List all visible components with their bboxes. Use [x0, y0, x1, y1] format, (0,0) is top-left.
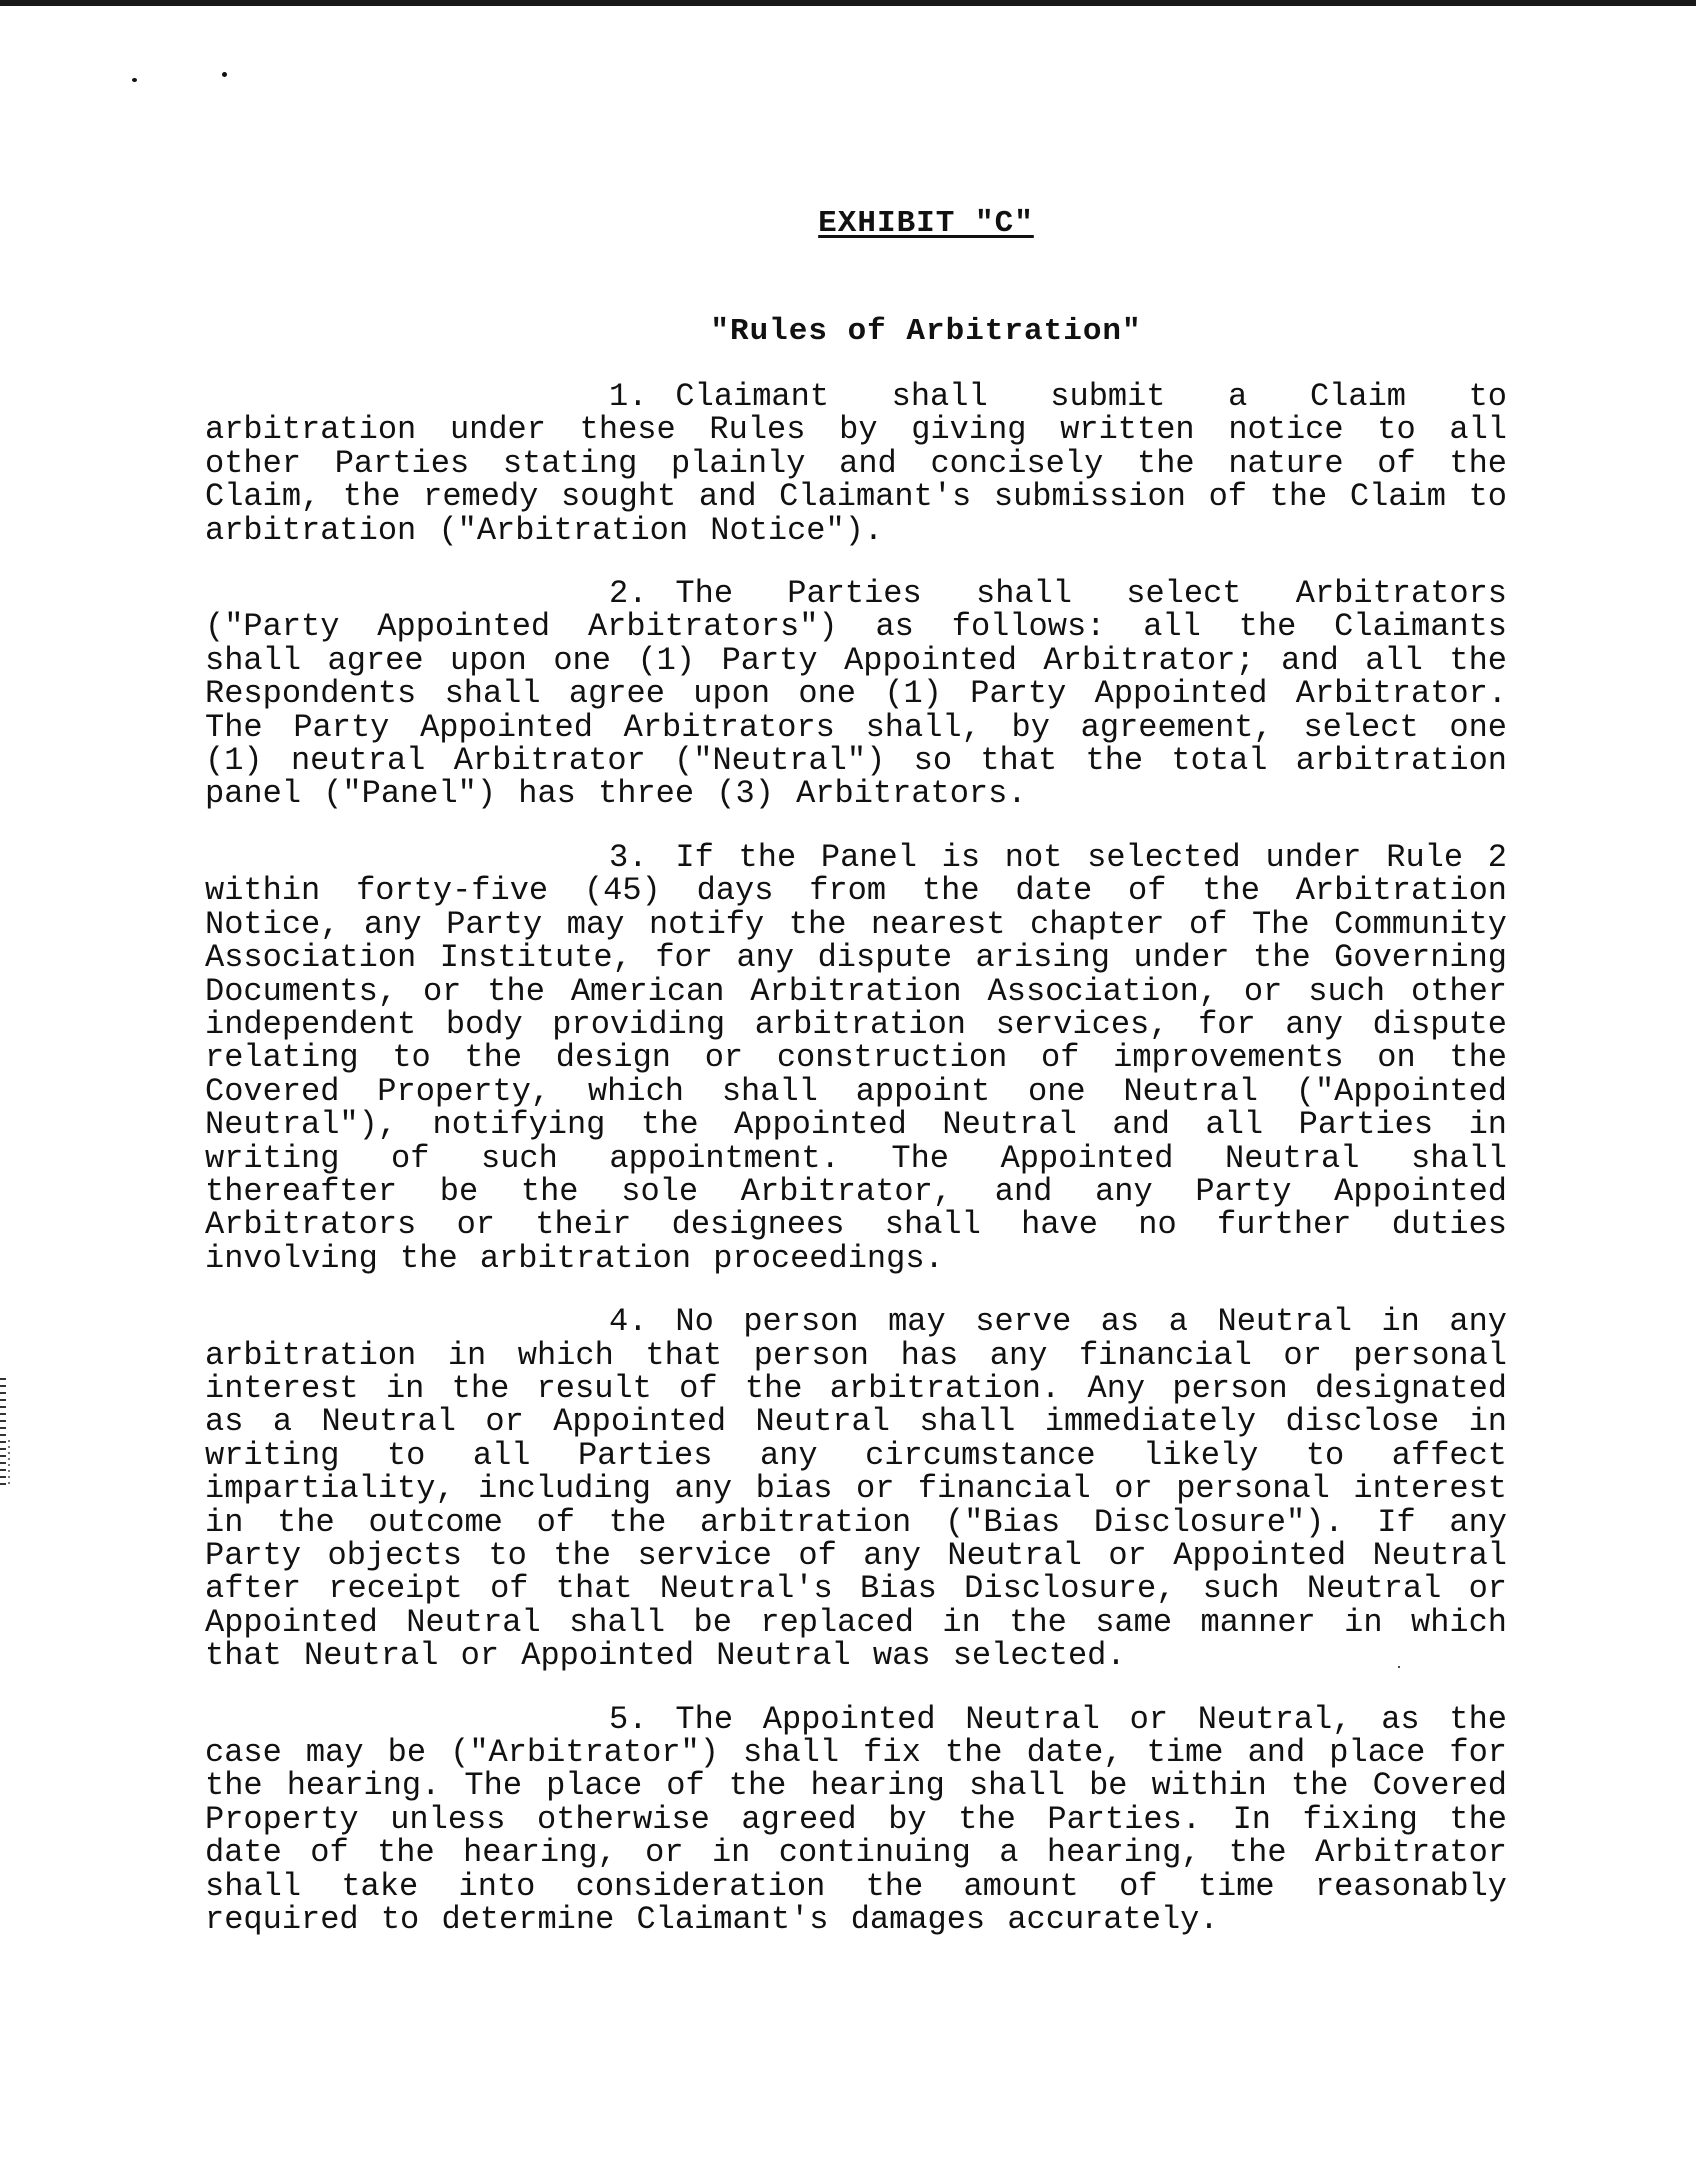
rule-paragraph-4	[205, 1303, 1507, 1675]
exhibit-title: EXHIBIT "C"	[818, 206, 1034, 241]
rule-number: 4.	[609, 1303, 648, 1341]
rule-text: Claimant shall submit a Claim to arbitration under these Rules by giving written notice to all other Parties stating plainly and concisely the nature of the Claim, the remedy sought and Claimant's submission of the Claim to arbitration ("Arbitration Notice").	[205, 378, 1507, 549]
rule-text: The Parties shall select Arbitrators ("Party Appointed Arbitrators") as follows: all the Claimants shall agree upon one (1) Party Appointed Arbitrator; and all the Respondents shall agree upon one (1) Party Appointed Arbitrator. The Party Appointed Arbitrators shall, by agreement, select one (1) neutral Arbitrator ("Neutral") so that the total arbitration panel ("Panel") has three (3) Arbitrators.	[205, 575, 1507, 813]
rule-paragraph-2	[205, 577, 1507, 811]
rule-number: 1.	[609, 378, 648, 415]
scan-top-edge	[0, 0, 1696, 6]
document-page	[205, 200, 1507, 1939]
rule-paragraph-5	[205, 1700, 1507, 1939]
rule-number: 2.	[609, 575, 648, 613]
rule-text: The Appointed Neutral or Neutral, as the case may be ("Arbitrator") shall fix the date, time and place for the hearing. The place of the hearing shall be within the Covered Property unless otherwise agreed by the Parties. In fixing the date of the hearing, or in continuing a hearing, the Arbitrator shall take into consideration the amount of time reasonably required to determine Claimant's damages accurately.	[205, 1700, 1507, 1939]
rule-text: No person may serve as a Neutral in any arbitration in which that person has any financial or personal interest in the result of the arbitration. Any person designated as a Neutral or Appointed Neutral shall immediately disclose in writing to all Parties any circumstance likely to affect impartiality, including any bias or financial or personal interest in the outcome of the arbitration ("Bias Disclosure"). If any Party objects to the service of any Neutral or Appointed Neutral after receipt of that Neutral's Bias Disclosure, such Neutral or Appointed Neutral shall be replaced in the same manner in which that Neutral or Appointed Neutral was selected.	[205, 1303, 1507, 1675]
rule-paragraph-1	[205, 380, 1507, 547]
scan-speck	[222, 72, 227, 77]
rule-text: If the Panel is not selected under Rule 2 within forty-five (45) days from the date of the Arbitration Notice, any Party may notify the nearest chapter of The Community Association Institute, for any dispute arising under the Governing Documents, or the American Arbitration Association, or such other independent body providing arbitration services, for any dispute relating to the design or construction of improvements on the Covered Property, which shall appoint one Neutral ("Appointed Neutral"), notifying the Appointed Neutral and all Parties in writing of such appointment. The Appointed Neutral shall thereafter be the sole Arbitrator, and any Party Appointed Arbitrators or their designees shall have no further duties involving the arbitration proceedings.	[205, 838, 1507, 1277]
rule-number: 3.	[609, 838, 648, 876]
scan-edge-marks	[0, 1378, 6, 1488]
rule-paragraph-3	[205, 838, 1507, 1277]
section-title: "Rules of Arbitration"	[710, 314, 1142, 349]
scan-edge-marks	[8, 1440, 10, 1486]
rule-number: 5.	[609, 1700, 648, 1738]
scan-speck	[132, 78, 137, 82]
